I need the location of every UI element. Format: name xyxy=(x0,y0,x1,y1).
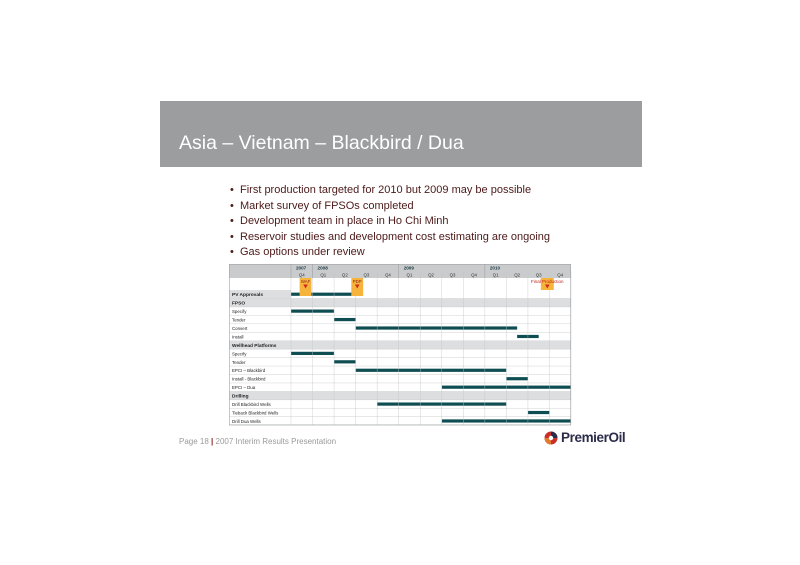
gantt-bar xyxy=(528,411,550,414)
quarter-label: Q2 xyxy=(514,272,521,278)
section-band xyxy=(229,391,571,399)
gantt-chart xyxy=(229,264,571,424)
year-label: 2007 xyxy=(296,265,307,271)
footer-text: 2007 Interim Results Presentation xyxy=(215,437,337,446)
quarter-label: Q2 xyxy=(341,272,348,278)
quarter-label: Q2 xyxy=(428,272,434,278)
gantt-row-label: EPCI – Blackbird xyxy=(232,368,266,374)
quarter-label: Q1 xyxy=(492,272,499,278)
milestone-label: WAF xyxy=(300,279,311,284)
title-band xyxy=(160,101,642,167)
year-label: 2009 xyxy=(403,265,414,271)
bullet-item: • Development team in place in Ho Chi Minh xyxy=(230,214,550,230)
gantt-bar xyxy=(334,360,356,363)
bullet-item: • Market survey of FPSOs completed xyxy=(230,199,550,215)
year-label: 2008 xyxy=(317,265,328,271)
gantt-row-label: Drill Blackbird Wells xyxy=(232,402,271,407)
gantt-row-label: FPSO xyxy=(232,301,246,307)
slide-title: Asia – Vietnam – Blackbird / Dua xyxy=(179,132,464,154)
quarter-label: Q3 xyxy=(363,272,370,278)
bullet-item: • Gas options under review xyxy=(230,245,550,261)
gantt-row-label: Drilling xyxy=(232,394,249,400)
footer xyxy=(179,437,336,446)
quarter-label: Q4 xyxy=(298,272,305,278)
section-band xyxy=(229,298,571,306)
gantt-row-label: PV Approvals xyxy=(232,293,264,299)
page-number: Page 18 xyxy=(179,437,209,446)
quarter-label: Q3 xyxy=(449,272,456,278)
gantt-bar xyxy=(356,326,518,329)
bullet-dot: • xyxy=(230,230,234,243)
year-label: 2010 xyxy=(489,265,501,271)
section-band xyxy=(229,341,571,349)
bullet-list xyxy=(230,183,550,261)
bullet-dot: • xyxy=(230,215,234,227)
gantt-bar xyxy=(506,377,528,380)
bullet-dot: • xyxy=(230,246,234,258)
gantt-row-label: Install - Blackbird xyxy=(232,376,266,382)
premier-oil-logo xyxy=(544,430,644,446)
bullet-item: • First production targeted for 2010 but 2009 may be possible xyxy=(230,183,550,199)
bullet-item: • Reservoir studies and development cost estimating are ongoing xyxy=(230,230,550,246)
gantt-row-label: Specify xyxy=(232,309,247,315)
quarter-label: Q3 xyxy=(535,272,542,278)
quarter-label: Q4 xyxy=(557,272,564,278)
milestone-label: PDP xyxy=(352,279,362,284)
logo-globe-icon xyxy=(544,431,558,445)
gantt-row-label: Specify xyxy=(232,351,247,357)
gantt-row-label: Install xyxy=(232,334,244,340)
logo-text: PremierOil xyxy=(561,430,626,445)
footer-separator: | xyxy=(211,437,214,446)
gantt-row-label: Wellhead Platforms xyxy=(232,343,277,349)
gantt-row-label: Drill Dua Wells xyxy=(232,418,261,424)
gantt-bar xyxy=(356,369,507,372)
quarter-label: Q4 xyxy=(471,272,478,278)
bullet-dot: • xyxy=(230,199,234,212)
quarter-label: Q1 xyxy=(406,272,413,278)
gantt-bar xyxy=(334,318,356,321)
gantt-row-label: Tender xyxy=(232,359,246,365)
gantt-row-label: Tender xyxy=(232,317,246,323)
bullet-dot: • xyxy=(230,184,234,196)
gantt-row-label: Tieback Blackbird Wells xyxy=(232,410,279,416)
gantt-row-label: Convert xyxy=(232,325,248,331)
quarter-label: Q4 xyxy=(384,272,391,278)
gantt-row-label: EPCI – Dua xyxy=(232,385,256,391)
final-production-label: Final Production xyxy=(531,279,564,284)
milestone-band xyxy=(229,278,571,290)
quarter-label: Q1 xyxy=(320,272,327,278)
